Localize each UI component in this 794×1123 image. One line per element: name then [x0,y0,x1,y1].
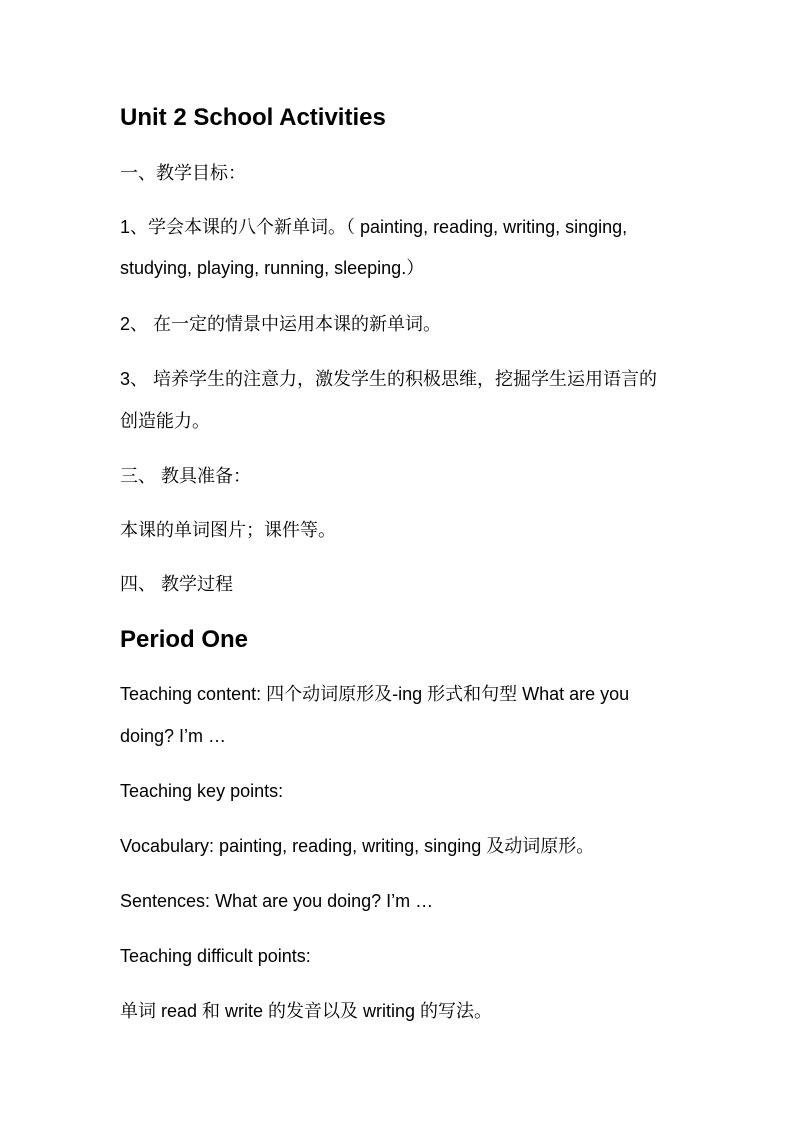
objective-1-line-1: 1、学会本课的八个新单词。（ painting, reading, writing, singing, [120,217,628,237]
period-title: Period One [120,626,249,653]
key-points-heading: Teaching key points: [120,781,284,801]
objectives-heading: 一、教学目标： [120,163,246,183]
vocabulary-line: Vocabulary: painting, reading, writing, singing 及动词原形。 [120,836,595,856]
process-heading: 四、 教学过程 [120,574,234,594]
difficult-points-heading: Teaching difficult points: [120,946,311,966]
sentences-line: Sentences: What are you doing? I’m … [120,891,434,911]
teaching-content-line-2: doing? I’m … [120,726,227,746]
objective-2: 2、 在一定的情景中运用本课的新单词。 [120,314,442,334]
teaching-content-line-1: Teaching content: 四个动词原形及-ing 形式和句型 What are you [120,684,630,704]
materials-text: 本课的单词图片；课件等。 [120,520,336,540]
document-title: Unit 2 School Activities [120,104,386,131]
objective-3-line-1: 3、 培养学生的注意力，激发学生的积极思维，挖掘学生运用语言的 [120,369,658,389]
materials-heading: 三、 教具准备： [120,466,252,486]
objective-1-line-2: studying, playing, running, sleeping.） [120,258,425,278]
objective-3-line-2: 创造能力。 [120,411,210,431]
difficult-points-line: 单词 read 和 write 的发音以及 writing 的写法。 [120,1001,493,1021]
